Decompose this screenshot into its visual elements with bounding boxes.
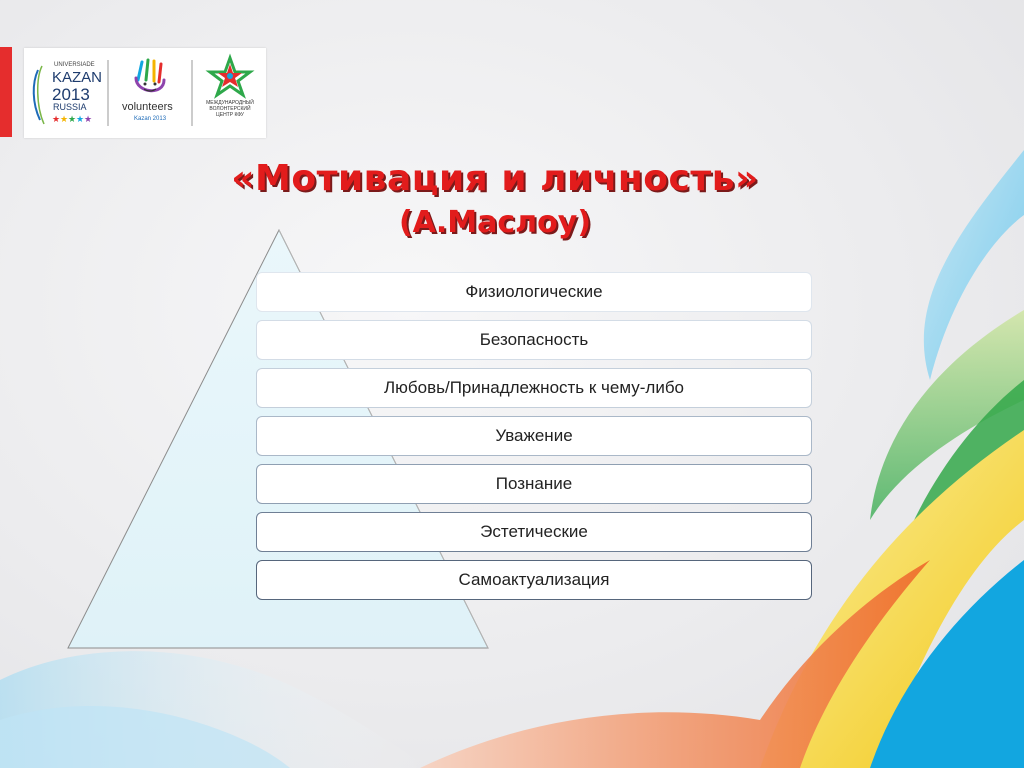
level-label: Уважение (495, 426, 573, 445)
level-label: Эстетические (480, 522, 588, 541)
svg-text:★: ★ (52, 115, 61, 125)
level-label: Познание (495, 474, 573, 493)
svg-text:★: ★ (68, 115, 77, 125)
pyramid-level-aesthetic (256, 512, 812, 552)
pyramid-level-cognitive (256, 464, 812, 504)
svg-text:2013: 2013 (52, 85, 90, 104)
slide-subtitle: (А.Маслоу) (398, 205, 592, 240)
svg-text:UNIVERSIADE: UNIVERSIADE (54, 62, 95, 68)
pyramid-level-belonging (256, 368, 812, 408)
pyramid-level-physiological (256, 272, 812, 312)
svg-text:volunteers: volunteers (122, 101, 173, 113)
pyramid-level-safety (256, 320, 812, 360)
slide-title: «Мотивация и личность» (231, 158, 759, 199)
svg-text:KAZAN: KAZAN (52, 69, 103, 86)
svg-text:★: ★ (60, 115, 69, 125)
level-label: Физиологические (465, 282, 603, 301)
svg-text:★: ★ (84, 115, 93, 125)
level-label: Любовь/Принадлежность к чему-либо (383, 378, 685, 397)
pyramid-level-esteem (256, 416, 812, 456)
level-label: Безопасность (479, 330, 589, 349)
svg-text:★: ★ (76, 115, 85, 125)
svg-text:ЦЕНТР КФУ: ЦЕНТР КФУ (216, 112, 244, 118)
pyramid-level-self-actualization (256, 560, 812, 600)
svg-text:ВОЛОНТЕРСКИЙ: ВОЛОНТЕРСКИЙ (209, 106, 251, 112)
svg-text:МЕЖДУНАРОДНЫЙ: МЕЖДУНАРОДНЫЙ (206, 100, 254, 106)
svg-text:Kazan 2013: Kazan 2013 (134, 116, 167, 122)
svg-text:RUSSIA: RUSSIA (53, 102, 87, 112)
level-label: Самоактуализация (458, 570, 610, 589)
